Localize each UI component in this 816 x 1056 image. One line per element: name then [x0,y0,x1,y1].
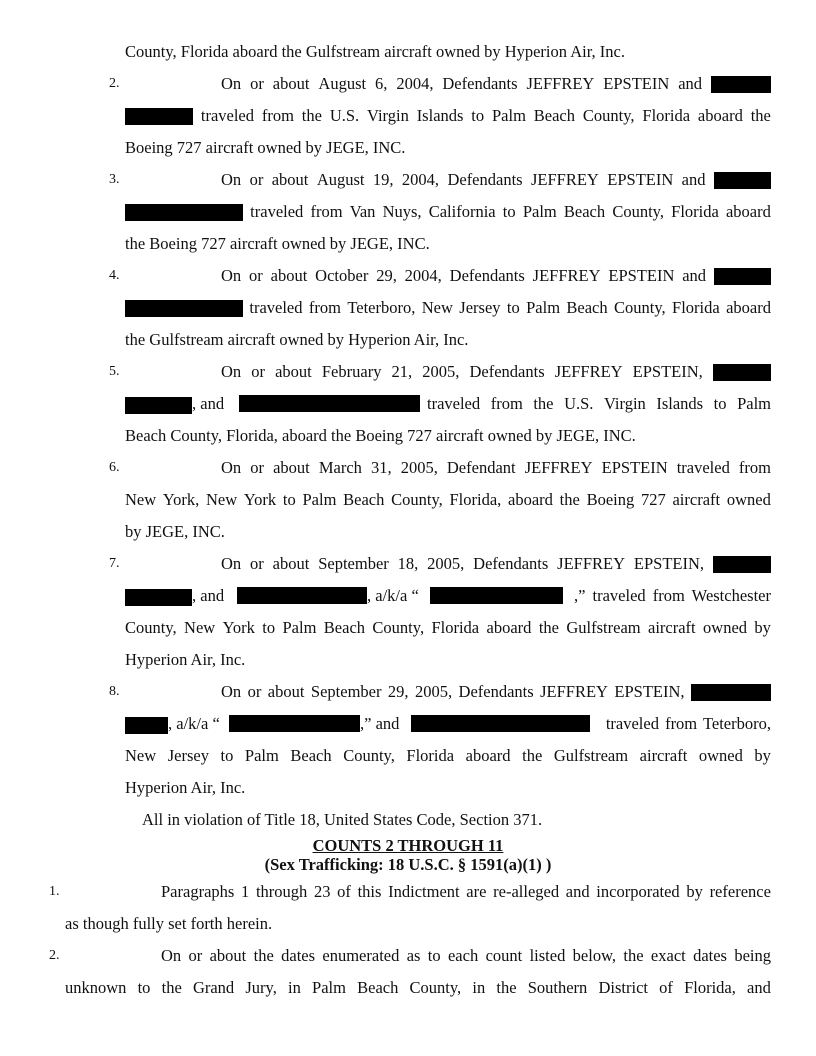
word: unknown [65,978,127,997]
word: about [273,458,310,477]
text-line [221,553,771,575]
word: enumerated [322,946,400,965]
word: Palm [522,202,557,221]
text-line [125,489,771,511]
text-line: All in violation of Title 18, United States Code, Section 371. [142,810,543,829]
word: as [406,946,421,965]
word: York [222,618,255,637]
word: Van [349,202,376,221]
text-line [125,745,771,767]
redaction-bar [411,715,590,732]
word: incorporated [596,882,680,901]
word: below, [572,946,617,965]
word: this [357,882,382,901]
word: Beach [290,746,332,765]
word: being [734,946,771,965]
word: 2004, [401,170,440,189]
word: owned [703,618,748,637]
redaction-bar [714,268,771,285]
text-line [161,881,771,903]
word: Grand [192,978,235,997]
word: County, [409,978,462,997]
word: Florida [431,618,480,637]
redaction-bar [125,589,192,606]
text-line [161,945,771,967]
word: 2005, [400,458,438,477]
redaction-bar [125,108,193,125]
word: Defendants [458,682,534,701]
word: or [249,170,264,189]
word: the [301,106,322,125]
word: reference [709,882,771,901]
word: the [496,978,517,997]
word: Beach [563,202,606,221]
word: On [221,362,242,381]
word: JEFFREY [540,682,608,701]
word: to [713,394,727,413]
word: EPSTEIN, [633,554,705,573]
redaction-bar [229,715,360,732]
word: EPSTEIN, [614,682,685,701]
word: by [754,618,771,637]
word: Beach [533,106,576,125]
word: Florida [642,106,691,125]
word: County, [612,202,664,221]
text-line: Hyperion Air, Inc. [125,650,246,669]
paragraph-number: 6. [109,460,120,475]
word: Islands [656,394,704,413]
text-line [125,585,771,607]
word: New [421,298,453,317]
word: from [738,458,771,477]
word: New [125,490,157,509]
word: Florida, [684,978,736,997]
word: Defendants [469,362,545,381]
word: each [447,946,479,965]
word: about [209,946,247,965]
word: about [267,682,305,701]
word: and [681,170,706,189]
word: and [565,882,590,901]
word: or [247,682,262,701]
word: and [682,266,707,285]
word: 6, [375,74,388,93]
word: 2005, [427,554,465,573]
word: Defendants [449,266,525,285]
text-line: by JEGE, INC. [125,522,225,541]
word: Jersey [167,746,209,765]
word: are [466,882,487,901]
text-line [221,681,771,703]
word: about [271,170,309,189]
text-line [221,265,771,287]
text-line [125,297,771,319]
word: On [221,170,242,189]
word: from [261,106,294,125]
word: 21, [391,362,413,381]
word: Defendant [446,458,516,477]
word: March [318,458,362,477]
word: from [310,202,343,221]
text-line: as though fully set forth herein. [65,914,273,933]
paragraph-number: 8. [109,684,120,699]
redaction-bar [713,364,771,381]
word: County, [391,490,443,509]
text-line [221,73,771,95]
word: about [272,74,310,93]
word: Palm [244,746,279,765]
word: Defendants [473,554,549,573]
word: Beach [357,978,399,997]
redaction-bar [430,587,563,604]
text-fragment: , and [192,394,225,413]
word: February [321,362,382,381]
word: August [318,74,367,93]
word: Defendants [447,170,523,189]
word: owned [726,490,771,509]
word: aboard [465,746,511,765]
word: traveled [250,202,304,221]
word: Gulfstream [566,618,641,637]
word: Gulfstream [553,746,629,765]
word: traveled [249,298,303,317]
text-fragment [427,393,771,415]
redaction-bar [691,684,771,701]
word: On [221,682,242,701]
word: 2005, [414,682,453,701]
word: County, [582,106,635,125]
word: County, [343,746,395,765]
word: Southern [527,978,588,997]
redaction-bar [711,76,771,93]
word: of [659,978,673,997]
word: On [221,266,242,285]
word: Florida, [449,490,502,509]
word: aircraft [648,618,696,637]
word: Islands [416,106,464,125]
word: JEFFREY [557,554,626,573]
word: Florida [671,202,719,221]
paragraph-number: 3. [109,172,120,187]
word: traveled [427,394,481,413]
word: aboard [725,202,771,221]
paragraph-number: 7. [109,556,120,571]
paragraph-number: 1. [49,884,60,899]
text-line [221,361,771,383]
word: the [522,746,543,765]
word: and [747,978,771,997]
word: EPSTEIN, [632,362,703,381]
word: New [206,490,238,509]
word: York, [162,490,200,509]
word: or [188,946,203,965]
word: by [686,882,703,901]
word: Palm [312,978,346,997]
word: Beach [323,618,366,637]
word: aboard [726,298,771,317]
word: Defendants [442,74,518,93]
text-line [65,977,771,999]
word: August [316,170,365,189]
word: to [502,202,516,221]
word: about [270,266,308,285]
word: New [125,746,157,765]
word: by [754,746,771,765]
text-line [221,457,771,479]
word: about [272,554,310,573]
paragraph-number: 2. [49,948,60,963]
text-line: Beach County, Florida, aboard the Boeing 727 aircraft owned by JEGE, INC. [125,426,636,445]
word: the [750,106,771,125]
redaction-bar [714,172,771,189]
word: EPSTEIN [601,458,668,477]
word: dates [693,946,727,965]
word: Palm [282,618,317,637]
word: the [559,490,580,509]
word: count [485,946,523,965]
word: Beach [566,298,608,317]
word: Virgin [367,106,409,125]
word: the [533,394,554,413]
word: 23 [313,882,331,901]
word: Florida [672,298,720,317]
paragraph-number: 2. [109,76,120,91]
word: On [221,74,242,93]
word: aboard [508,490,553,509]
redaction-bar [125,717,168,734]
text-line: Hyperion Air, Inc. [125,778,246,797]
word: 2004, [396,74,434,93]
word: exact [650,946,686,965]
text-line: County, Florida aboard the Gulfstream aircraft owned by Hyperion Air, Inc. [125,42,626,61]
text-fragment: ,” traveled from Westchester [573,586,771,605]
word: 18, [397,554,419,573]
word: 29, [376,266,397,285]
word: to [427,946,441,965]
word: from [490,394,523,413]
word: Beach [343,490,385,509]
word: to [471,106,485,125]
text-line [125,617,771,639]
text-line [125,201,771,223]
word: U.S. [329,106,360,125]
word: traveled [200,106,254,125]
word: York [243,490,277,509]
word: Virgin [603,394,646,413]
word: Palm [526,298,561,317]
word: Teterboro, [347,298,416,317]
word: County, [372,618,425,637]
word: to [282,490,296,509]
text-fragment: , and [192,586,225,605]
word: about [275,362,312,381]
text-line [125,713,771,735]
word: Boeing [586,490,635,509]
text-line [221,169,771,191]
word: U.S. [564,394,594,413]
word: Indictment [388,882,460,901]
word: 19, [372,170,394,189]
redaction-bar [125,300,243,317]
word: Palm [302,490,337,509]
word: JEFFREY [532,266,601,285]
text-line: the Boeing 727 aircraft owned by JEGE, INC. [125,234,430,253]
word: District [598,978,648,997]
text-line [125,105,771,127]
word: On [161,946,182,965]
word: to [220,746,234,765]
word: EPSTEIN [603,74,670,93]
text-fragment: , a/k/a “ [367,586,419,605]
word: to [137,978,151,997]
word: or [249,266,263,285]
word: the [161,978,182,997]
text-line: Boeing 727 aircraft owned by JEGE, INC. [125,138,406,157]
paragraph-number: 5. [109,364,120,379]
word: 31, [370,458,392,477]
word: 2005, [422,362,460,381]
word: EPSTEIN [608,266,675,285]
word: JEFFREY [526,74,595,93]
word: October [315,266,369,285]
word: or [250,554,264,573]
word: aircraft [639,746,688,765]
word: September [310,682,382,701]
redaction-bar [125,397,192,414]
word: California [428,202,496,221]
word: 727 [640,490,666,509]
word: dates [281,946,316,965]
word: the [623,946,644,965]
word: the [253,946,274,965]
word: in [288,978,301,997]
word: On [221,458,242,477]
text-fragment: traveled from Teterboro, [605,714,771,733]
word: 1 [241,882,250,901]
section-heading: COUNTS 2 THROUGH 11 [312,836,504,855]
word: JEFFREY [554,362,623,381]
word: traveled [676,458,730,477]
word: aboard [697,106,743,125]
word: Palm [492,106,526,125]
word: Paragraphs [161,882,235,901]
word: JEFFREY [531,170,599,189]
redaction-bar [713,556,771,573]
word: Palm [737,394,771,413]
word: Florida [406,746,455,765]
word: Jury, [245,978,277,997]
word: or [251,362,266,381]
redaction-bar [125,204,243,221]
word: the [538,618,559,637]
word: in [472,978,486,997]
section-subheading: (Sex Trafficking: 18 U.S.C. § 1591(a)(1) ) [264,855,552,874]
word: On [221,554,242,573]
word: and [678,74,703,93]
word: to [262,618,276,637]
text-fragment: ,” and [360,714,400,733]
word: aboard [486,618,532,637]
word: 29, [387,682,409,701]
word: listed [529,946,566,965]
word: re-alleged [493,882,560,901]
redaction-bar [239,395,420,412]
word: or [250,458,264,477]
word: of [337,882,351,901]
word: through [255,882,308,901]
word: EPSTEIN [607,170,674,189]
word: Jersey [459,298,501,317]
word: JEFFREY [524,458,593,477]
paragraph-number: 4. [109,268,120,283]
word: aircraft [672,490,721,509]
word: County, [614,298,666,317]
word: from [308,298,341,317]
text-line [125,393,771,415]
word: September [318,554,389,573]
word: or [250,74,264,93]
word: owned [698,746,743,765]
word: 2004, [404,266,442,285]
word: County, [125,618,177,637]
word: New [184,618,216,637]
word: to [506,298,520,317]
redaction-bar [237,587,367,604]
text-line: the Gulfstream aircraft owned by Hyperion Air, Inc. [125,330,469,349]
word: Nuys, [382,202,422,221]
text-fragment: , a/k/a “ [168,714,220,733]
